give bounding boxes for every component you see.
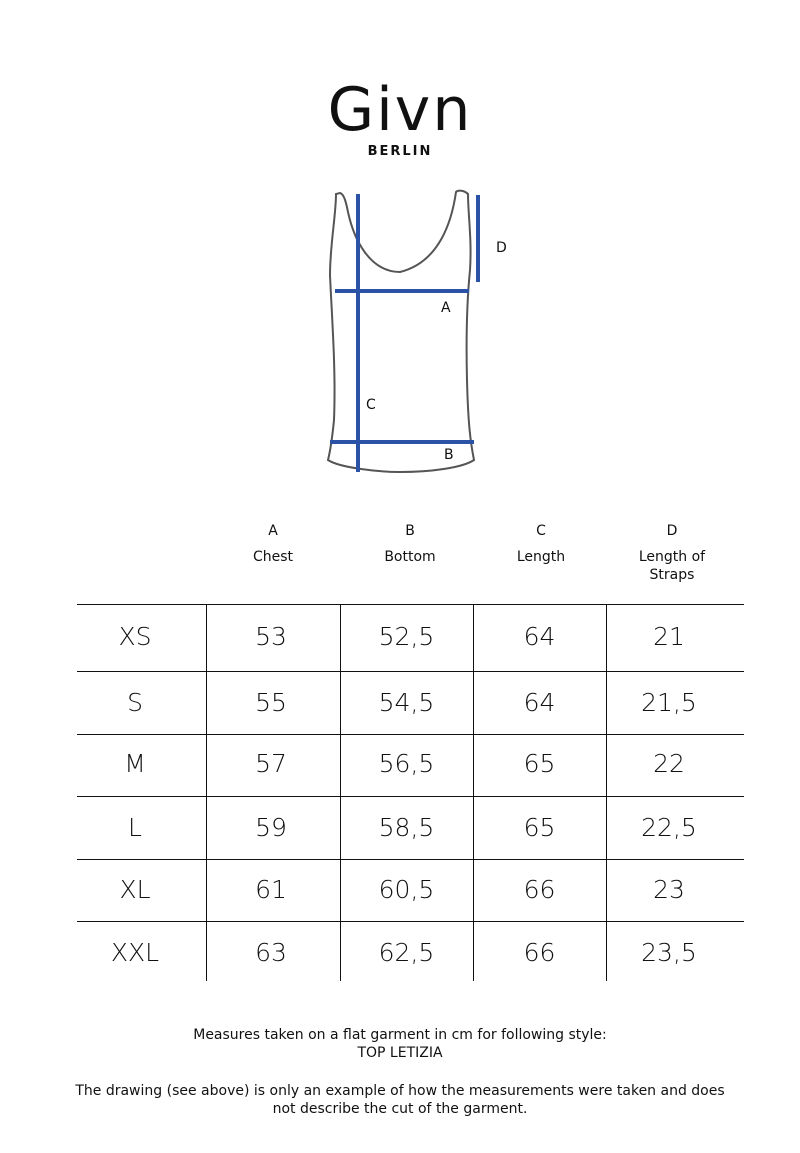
length-cell: 64 bbox=[523, 688, 556, 717]
straps-cell: 23,5 bbox=[641, 938, 697, 967]
column-header-chest bbox=[208, 522, 338, 566]
column-name: Length bbox=[516, 549, 566, 565]
bottom-cell: 54,5 bbox=[378, 688, 435, 717]
column-name: Bottom bbox=[384, 549, 436, 565]
length-cell: 65 bbox=[523, 813, 556, 842]
table-divider bbox=[77, 859, 744, 860]
column-letter: B bbox=[405, 523, 415, 539]
table-divider bbox=[77, 796, 744, 797]
garment-outline bbox=[328, 191, 474, 472]
table-column-divider bbox=[606, 604, 607, 981]
table-column-divider bbox=[473, 604, 474, 981]
table-divider bbox=[77, 921, 744, 922]
drawing-disclaimer bbox=[20, 1082, 780, 1118]
straps-cell: 22 bbox=[653, 749, 685, 778]
size-cell: M bbox=[124, 749, 146, 778]
brand-name: Givn bbox=[327, 75, 473, 145]
length-cell: 64 bbox=[523, 622, 556, 651]
chest-cell: 61 bbox=[255, 875, 287, 904]
size-cell: XL bbox=[119, 875, 151, 904]
column-letter: A bbox=[268, 523, 278, 539]
chest-cell: 57 bbox=[255, 749, 287, 778]
table-divider bbox=[77, 734, 744, 735]
chest-cell: 63 bbox=[255, 938, 287, 967]
note-line: not describe the cut of the garment. bbox=[272, 1101, 528, 1117]
chest-cell: 59 bbox=[255, 813, 287, 842]
label-b: B bbox=[444, 447, 454, 463]
column-name: Length of Straps bbox=[638, 549, 706, 583]
measure-lines bbox=[330, 194, 478, 472]
table-divider bbox=[77, 671, 744, 672]
size-cell: S bbox=[127, 688, 143, 717]
note-line: Measures taken on a flat garment in cm for following style: bbox=[193, 1027, 607, 1043]
size-cell: XXL bbox=[110, 938, 160, 967]
column-letter: C bbox=[536, 523, 546, 539]
length-cell: 66 bbox=[523, 875, 556, 904]
column-letter: D bbox=[666, 523, 678, 539]
table-column-divider bbox=[206, 604, 207, 981]
bottom-cell: 52,5 bbox=[378, 622, 435, 651]
label-d: D bbox=[496, 240, 507, 256]
column-header-bottom bbox=[345, 522, 475, 566]
chest-cell: 53 bbox=[255, 622, 287, 651]
brand-city: BERLIN bbox=[367, 144, 433, 159]
straps-cell: 22,5 bbox=[641, 813, 697, 842]
chest-cell: 55 bbox=[255, 688, 287, 717]
table-divider bbox=[77, 604, 744, 605]
label-c: C bbox=[366, 397, 376, 413]
style-name: TOP LETIZIA bbox=[357, 1045, 443, 1061]
bottom-cell: 60,5 bbox=[378, 875, 435, 904]
length-cell: 66 bbox=[523, 938, 556, 967]
bottom-cell: 56,5 bbox=[378, 749, 435, 778]
table-column-divider bbox=[340, 604, 341, 981]
size-cell: XS bbox=[118, 622, 152, 651]
size-cell: L bbox=[128, 813, 142, 842]
length-cell: 65 bbox=[523, 749, 556, 778]
garment-drawing bbox=[0, 0, 800, 500]
straps-cell: 21 bbox=[653, 622, 685, 651]
column-name: Chest bbox=[252, 549, 294, 565]
bottom-cell: 58,5 bbox=[378, 813, 435, 842]
column-header-straps bbox=[622, 522, 722, 584]
bottom-cell: 62,5 bbox=[378, 938, 435, 967]
straps-cell: 21,5 bbox=[641, 688, 697, 717]
straps-cell: 23 bbox=[653, 875, 685, 904]
column-header-length bbox=[476, 522, 606, 566]
label-a: A bbox=[441, 300, 451, 316]
measure-note bbox=[20, 1026, 780, 1062]
note-line: The drawing (see above) is only an example of how the measurements were taken and does bbox=[75, 1083, 725, 1099]
